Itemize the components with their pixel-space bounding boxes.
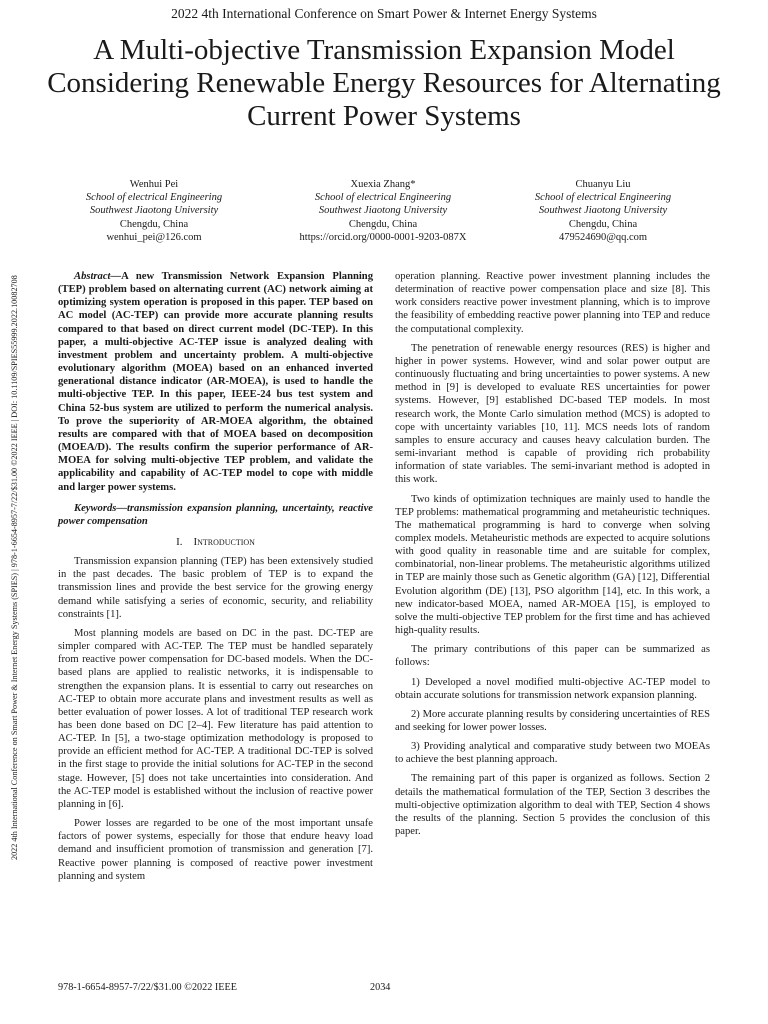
author-univ: Southwest Jiaotong University <box>538 205 668 217</box>
author-univ: Southwest Jiaotong University <box>318 205 448 217</box>
paragraph: Most planning models are based on DC in the past. DC-TEP are simpler compared with AC-TEP. The TEP must be handled separately from reactive power compensation for DC-based models. When the DC-based plans are applied to realistic networks, it is indispensable to strengthen the expansion plans. It is essential to carry out researches on AC-TEP to obtain more accurate plans and investment results as well as better evaluation of power losses. A lot of traditional TEP research work has been done based on DC [2–4]. Few literature has paid attention to AC-TEP. In [5], a two-stage optimization methodology is proposed to provide an efficient method for AC-TEP. A traditional DC-TEP is solved in the first stage to provide the initial solutions for AC-TEP in the second stage. However, [5] does not take uncertainties into consideration. And the AC-TEP model is established without the inclusion of reactive power planning in [6]. <box>58 627 373 810</box>
author-1 <box>39 178 269 244</box>
abstract-text: A new Transmission Network Expansion Planning (TEP) problem based on alternating current (AC) network aiming at optimizing system operation is proposed in this paper. TEP based on AC model (AC-TEP) can provide more accurate planning results compared to that based on direct current model (DC-TEP). In this paper, a multi-objective AC-TEP issue is analyzed dealing with investment problem and uncertainty problem. A multi-objective evolutionary algorithm (MOEA) based on an enhanced inverted generational distance indicator (AR-MOEA), is used to handle the multi-objective TEP. In this paper, IEEE-24 bus test system and China 52-bus system are utilized to perform the numerical analysis. To prove the superiority of AR-MOEA algorithm, the obtained results are compared with that of MOEA based on decomposition (MOEA/D). The results confirm the superior performance of AR-MOEA for solving multi-objective TEP problem, and validate the applicability and capability of AC-TEP model to cope with middle and larger power systems. <box>58 271 373 493</box>
paragraph: The penetration of renewable energy resources (RES) is higher and higher in power systems. However, wind and solar power output are continuously fluctuating and bring uncertainties to power systems. A new method in [9] is developed to evaluate RES uncertainties for power systems. However, [9] established DC-based TEP models. In most research work, the Monte Carlo simulation method (MCS) is adopted to cope with uncertainty variables [10, 11]. MCS needs lots of random samples to ensure accuracy and causes heavy calculation burden. The semi-invariant method is capable of providing rich probability information of state variables. The semi-invariant method is adopted in this work. <box>395 342 710 486</box>
side-identifier-text: 2022 4th International Conference on Smart Power & Internet Energy Systems (SPIES) | 978-1-6654-8957-7/22/$31.00 ©2022 IEEE | DOI: 10.1109/SPIES55999.2022.10082708 <box>10 275 19 860</box>
contribution-item: 1) Developed a novel modified multi-objective AC-TEP model to obtain accurate solutions for transmission network expansion planning. <box>395 676 710 701</box>
author-contact[interactable]: wenhui_pei@126.com <box>106 231 202 243</box>
keywords: Keywords—transmission expansion planning, uncertainty, reactive power compensation <box>58 502 373 527</box>
paragraph: Power losses are regarded to be one of the most important unsafe factors of power systems, especially for those that endure heavy load demand and insufficient promotion of transmission and generation [7]. Reactive power planning is composed of reactive power investment planning and system <box>58 818 373 882</box>
abstract-label: Abstract— <box>74 271 122 282</box>
author-dept: School of electrical Engineering <box>534 192 672 204</box>
author-dept: School of electrical Engineering <box>314 192 452 204</box>
author-city: Chengdu, China <box>348 218 418 230</box>
paper-title: A Multi-objective Transmission Expansion Model Considering Renewable Energy Resources for Alternating Current Power Systems <box>47 34 721 132</box>
abstract <box>58 270 373 494</box>
paragraph: Transmission expansion planning (TEP) has been extensively studied in the past decades. The basic problem of TEP is to expand the transmission lines and provide the best service for the growing energy demand while satisfying a series of economic, security, and reliability constraints [1]. <box>58 556 373 620</box>
author-name: Chuanyu Liu <box>575 179 631 190</box>
paragraph: Two kinds of optimization techniques are mainly used to handle the TEP problems: mathematical programming and metaheuristic techniques. The mathematical programming is hard to converge when solving complex models. Metaheuristic methods are expected to acquire solutions with good quality in reasonable time and are suitable for complex, combinatorial, non-linear problems. The metaheuristic algorithms utilized in TEP are mainly those such as Genetic algorithm (GA) [12], Differential Evolution algorithm (DE) [13], PSO algorithm [14], etc. In this work, a new indicator-based MOEA, named AR-MOEA [15], is employed to solve the multi-objective TEP problem for the first time and has achieved high-quality results. <box>395 493 710 637</box>
author-city: Chengdu, China <box>568 218 638 230</box>
contribution-item: 2) More accurate planning results by considering uncertainties of RES and seeking for lower power losses. <box>395 708 710 733</box>
paragraph: The remaining part of this paper is organized as follows. Section 2 details the mathematical formulation of the TEP, Section 3 describes the multi-objective optimization algorithm to deal with TEP, Section 4 shows the results of the planning. Section 5 provides the conclusion of this paper. <box>395 773 710 838</box>
author-dept: School of electrical Engineering <box>85 192 223 204</box>
left-column <box>58 270 373 889</box>
author-name: Xuexia Zhang* <box>350 179 416 190</box>
author-contact[interactable]: 479524690@qq.com <box>558 231 648 243</box>
author-city: Chengdu, China <box>119 218 189 230</box>
section-heading <box>58 536 373 549</box>
page-number: 2034 <box>370 982 391 993</box>
side-identifier <box>10 275 24 874</box>
paragraph: operation planning. Reactive power investment planning includes the determination of reactive power compensation place and size [8]. This work considers reactive power investment planning, which is to improve the feasibility of embedding reactive power planning into TEP and reduce the computational complexity. <box>395 271 710 335</box>
section-number: I. <box>176 535 183 548</box>
author-univ: Southwest Jiaotong University <box>89 205 219 217</box>
author-name: Wenhui Pei <box>129 179 179 190</box>
paragraph: The primary contributions of this paper can be summarized as follows: <box>395 644 710 669</box>
contribution-item: 3) Providing analytical and comparative study between two MOEAs to achieve the best planning approach. <box>395 741 710 766</box>
conference-header: 2022 4th International Conference on Smart Power & Internet Energy Systems <box>171 6 597 21</box>
right-column <box>395 270 710 844</box>
footer-copyright: 978-1-6654-8957-7/22/$31.00 ©2022 IEEE <box>58 982 237 993</box>
author-contact[interactable]: https://orcid.org/0000-0001-9203-087X <box>299 231 467 243</box>
author-3 <box>488 178 718 244</box>
author-2 <box>268 178 498 244</box>
section-title: Introduction <box>193 535 255 548</box>
